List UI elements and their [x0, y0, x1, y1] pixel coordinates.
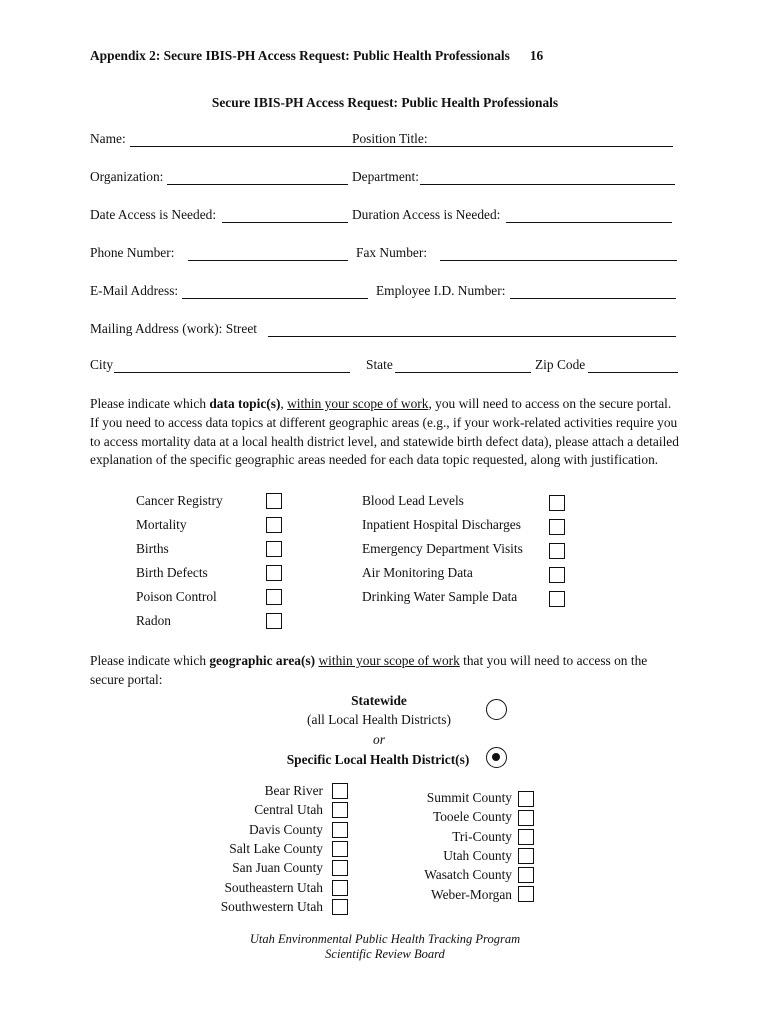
data-topics-scope: within your scope of work: [287, 396, 429, 411]
topic-cancer-registry-checkbox[interactable]: [266, 493, 282, 509]
district-summit-label: Summit County: [426, 790, 512, 805]
city-field[interactable]: [114, 371, 350, 373]
district-southwestern-label: Southwestern Utah: [220, 899, 323, 914]
district-weber-morgan-label: Weber-Morgan: [431, 887, 512, 902]
topic-emergency-label: Emergency Department Visits: [362, 541, 523, 556]
district-salt-lake-checkbox[interactable]: [332, 841, 348, 857]
city-label: City: [90, 357, 114, 372]
mailing-street-field[interactable]: [268, 335, 676, 337]
page-header: [90, 48, 543, 64]
district-central-utah-label: Central Utah: [254, 802, 323, 817]
topic-drinking-water-checkbox[interactable]: [549, 591, 565, 607]
department-field[interactable]: [420, 183, 675, 185]
district-utah-county-label: Utah County: [443, 848, 512, 863]
appendix-title: Appendix 2: Secure IBIS-PH Access Request: Public Health Professionals: [90, 48, 510, 63]
district-southeastern-checkbox[interactable]: [332, 880, 348, 896]
form-title: Secure IBIS-PH Access Request: Public Health Professionals: [211, 95, 559, 110]
row-date-duration: [90, 207, 678, 225]
page-number: 16: [529, 48, 544, 63]
district-central-utah-checkbox[interactable]: [332, 802, 348, 818]
date-access-field[interactable]: [222, 221, 348, 223]
employee-id-field[interactable]: [510, 297, 676, 299]
district-southwestern-checkbox[interactable]: [332, 899, 348, 915]
mailing-address-label: Mailing Address (work): Street: [90, 321, 257, 336]
topic-births-checkbox[interactable]: [266, 541, 282, 557]
data-topics-emphasis: data topic(s): [209, 396, 281, 411]
statewide-label: Statewide: [351, 693, 407, 708]
district-davis-county-checkbox[interactable]: [332, 822, 348, 838]
date-access-label: Date Access is Needed:: [90, 207, 217, 222]
organization-field[interactable]: [167, 183, 348, 185]
district-tri-county-label: Tri-County: [452, 829, 512, 844]
phone-label: Phone Number:: [90, 245, 175, 260]
district-davis-county-label: Davis County: [248, 822, 323, 837]
row-name-position: [90, 131, 678, 149]
district-tri-county-checkbox[interactable]: [518, 829, 534, 845]
row-city-state-zip: [90, 357, 678, 375]
specific-district-label: Specific Local Health District(s): [286, 752, 470, 767]
row-mailing-address: [90, 321, 678, 339]
organization-label: Organization:: [90, 169, 164, 184]
topic-air-monitoring-label: Air Monitoring Data: [362, 565, 473, 580]
topic-birth-defects-label: Birth Defects: [136, 565, 208, 580]
district-bear-river-checkbox[interactable]: [332, 783, 348, 799]
state-field[interactable]: [395, 371, 531, 373]
data-topics-sep: ,: [280, 396, 288, 411]
geo-scope: within your scope of work: [318, 653, 460, 668]
data-topics-rest: , you will need to access on the secure portal. If you need to access data topics at different geographic areas (e.g., if your work-related activities require you to access mortality data at a local health district level, and statewide birth defect data), please attach a detailed explanation of the specific geographic areas needed for each data topic requested, along with justification.: [90, 396, 679, 468]
district-wasatch-checkbox[interactable]: [518, 867, 534, 883]
topic-cancer-registry-label: Cancer Registry: [136, 493, 223, 508]
topic-births-label: Births: [136, 541, 169, 556]
district-tooele-checkbox[interactable]: [518, 810, 534, 826]
data-topics-instructions: [90, 395, 680, 470]
topic-radon-label: Radon: [136, 613, 171, 628]
district-san-juan-label: San Juan County: [232, 860, 323, 875]
fax-field[interactable]: [440, 259, 677, 261]
topic-blood-lead-checkbox[interactable]: [549, 495, 565, 511]
footer-program: Utah Environmental Public Health Tracking Program: [249, 932, 521, 946]
statewide-radio[interactable]: [486, 699, 507, 720]
topic-mortality-checkbox[interactable]: [266, 517, 282, 533]
geo-intro-text: Please indicate which: [90, 653, 210, 668]
name-label: Name:: [90, 131, 126, 146]
duration-access-field[interactable]: [506, 221, 672, 223]
zip-code-field[interactable]: [588, 371, 678, 373]
geo-emphasis: geographic area(s): [209, 653, 316, 668]
topic-blood-lead-label: Blood Lead Levels: [362, 493, 464, 508]
email-label: E-Mail Address:: [90, 283, 179, 298]
fax-label: Fax Number:: [356, 245, 428, 260]
district-utah-county-checkbox[interactable]: [518, 848, 534, 864]
topic-air-monitoring-checkbox[interactable]: [549, 567, 565, 583]
radio-selected-dot: [492, 753, 500, 761]
topic-inpatient-checkbox[interactable]: [549, 519, 565, 535]
department-label: Department:: [352, 169, 419, 184]
duration-access-label: Duration Access is Needed:: [352, 207, 501, 222]
topic-inpatient-label: Inpatient Hospital Discharges: [362, 517, 521, 532]
row-organization-department: [90, 169, 678, 187]
district-tooele-label: Tooele County: [432, 809, 512, 824]
topic-poison-control-checkbox[interactable]: [266, 589, 282, 605]
district-salt-lake-label: Salt Lake County: [229, 841, 323, 856]
specific-district-radio[interactable]: [486, 747, 507, 768]
topic-radon-checkbox[interactable]: [266, 613, 282, 629]
district-weber-morgan-checkbox[interactable]: [518, 886, 534, 902]
data-topics-intro-text: Please indicate which: [90, 396, 210, 411]
employee-id-label: Employee I.D. Number:: [376, 283, 506, 298]
topic-poison-control-label: Poison Control: [136, 589, 217, 604]
district-san-juan-checkbox[interactable]: [332, 860, 348, 876]
row-phone-fax: [90, 245, 678, 263]
statewide-sublabel: (all Local Health Districts): [307, 712, 451, 727]
geographic-instructions: [90, 652, 680, 690]
topic-emergency-checkbox[interactable]: [549, 543, 565, 559]
topic-drinking-water-label: Drinking Water Sample Data: [362, 589, 518, 604]
row-email-employee: [90, 283, 678, 301]
zip-code-label: Zip Code: [535, 357, 586, 372]
state-label: State: [366, 357, 393, 372]
topic-mortality-label: Mortality: [136, 517, 187, 532]
district-summit-checkbox[interactable]: [518, 791, 534, 807]
position-title-label: Position Title:: [352, 131, 428, 146]
or-separator: or: [373, 732, 385, 747]
geo-rest: that you will need to access on the secure portal:: [90, 653, 648, 687]
district-bear-river-label: Bear River: [264, 783, 323, 798]
district-wasatch-label: Wasatch County: [424, 867, 512, 882]
phone-field[interactable]: [188, 259, 348, 261]
email-field[interactable]: [182, 297, 368, 299]
position-title-field[interactable]: [431, 145, 673, 147]
district-southeastern-label: Southeastern Utah: [224, 880, 323, 895]
footer-board: Scientific Review Board: [325, 947, 445, 961]
topic-birth-defects-checkbox[interactable]: [266, 565, 282, 581]
